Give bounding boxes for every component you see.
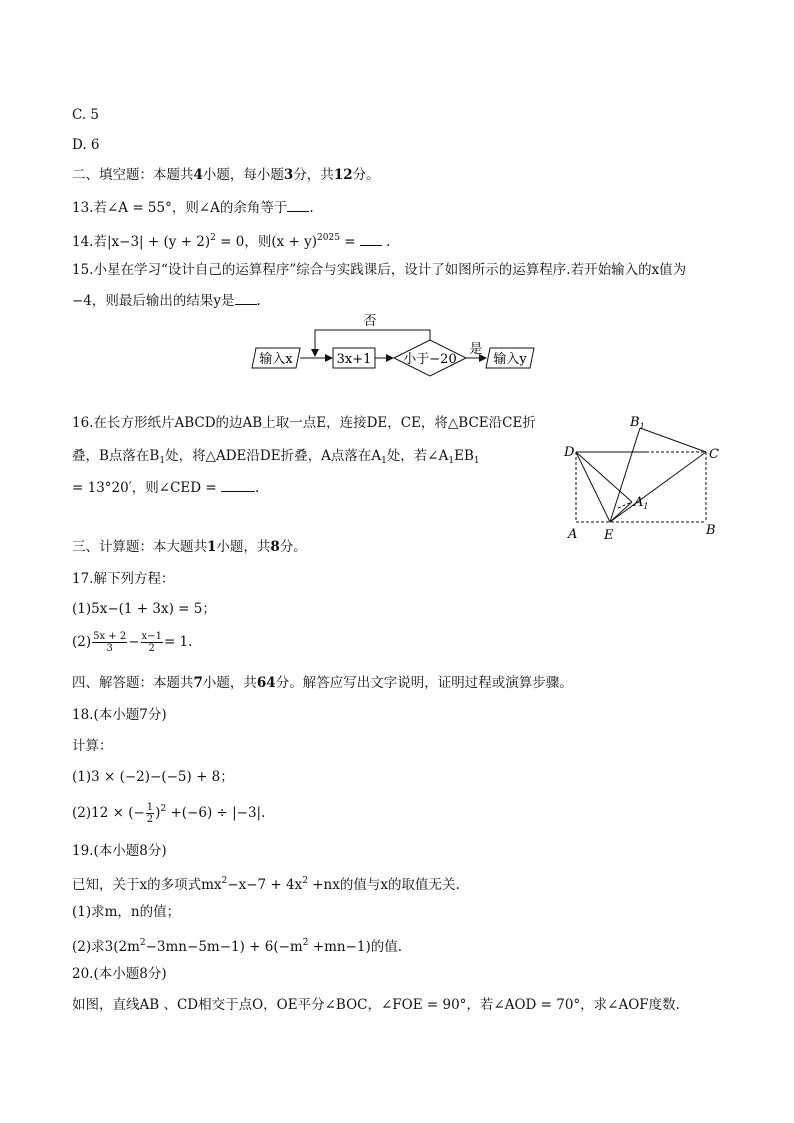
question-18-title: 18.(本小题7分) <box>72 707 167 723</box>
question-17-title: 17.解下列方程： <box>72 571 175 587</box>
label-A1: $A_1$ <box>634 495 649 511</box>
question-17-part1: (1)5x−(1 + 3x) = 5； <box>72 601 216 617</box>
question-17-part2: (2) $\frac{5x + 2}{3}$ − $\frac{x-1}{2}$ = 1. <box>72 631 193 654</box>
output-label: 输入y <box>493 352 527 367</box>
question-18-label: 计算： <box>72 738 113 754</box>
condition-label: 小于−20 <box>403 352 457 367</box>
geometry-figure <box>556 408 776 548</box>
question-19-statement: 已知，关于x的多项式$mx^2-x-7 + 4x^2 +nx$的值与x的取值无关. <box>72 876 460 893</box>
option-c: C. 5 <box>72 107 100 123</box>
section2-heading: 二、填空题：本题共4小题，每小题3分，共12分。 <box>72 167 380 183</box>
label-C: C <box>709 447 719 462</box>
question-16-line2: 叠，B点落在$B_1$处，将△ADE沿DE折叠，A点落在$A_1$处，若$\angle A_1EB_1$ <box>72 448 480 466</box>
question-19-part1: (1)求m，n的值； <box>72 904 181 920</box>
question-20-text: 如图，直线AB 、CD相交于点O，OE平分∠BOC，∠FOE = 90°，若∠AOD = 70°，求∠AOF度数. <box>72 997 680 1013</box>
label-A: A <box>568 527 578 542</box>
answer-blank <box>287 199 309 212</box>
answer-blank <box>235 292 257 305</box>
label-E: E <box>604 528 614 543</box>
section3-heading: 三、计算题：本大题共1小题，共8分。 <box>72 539 307 555</box>
question-19-part2: (2)求$3(2m^2-3mn-5m-1) + 6(-m^2 +mn-1)$的值. <box>72 938 403 955</box>
answer-blank <box>221 479 255 492</box>
question-16-line3: = 13°20′，则∠CED = . <box>72 480 260 496</box>
label-D: D <box>564 445 575 460</box>
question-18-part1: (1)3 × (−2)−(−5) + 8； <box>72 769 234 785</box>
input-label: 输入x <box>259 352 293 367</box>
answer-blank <box>360 233 382 246</box>
question-14: 14.若$|x-3| + (y + 2)^2 = 0$，则$(x + y)^{2025}$ = . <box>72 233 391 250</box>
no-label: 否 <box>363 314 377 329</box>
section4-heading: 四、解答题：本题共7小题，共64分。解答应写出文字说明，证明过程或演算步骤。 <box>72 675 573 691</box>
question-19-title: 19.(本小题8分) <box>72 843 167 859</box>
option-d: D. 6 <box>72 137 100 153</box>
question-15-line1: 15.小星在学习“设计自己的运算程序”综合与实践课后，设计了如图所示的运算程序.若开始输入的x值为 <box>72 262 687 278</box>
operation-label: 3x+1 <box>336 352 372 367</box>
flowchart <box>0 312 794 382</box>
question-15-line2: −4，则最后输出的结果y是 . <box>72 293 261 309</box>
label-B1: $B_1$ <box>630 415 645 431</box>
question-13: 13.若∠A = 55°，则∠A的余角等于 . <box>72 200 314 216</box>
question-20-title: 20.(本小题8分) <box>72 966 167 982</box>
question-16-line1: 16.在长方形纸片ABCD的边AB上取一点E，连接DE，CE，将△BCE沿CE折 <box>72 415 536 431</box>
question-18-part2: (2)12 × (− $\frac{1}{2}$ )$^2$ +(−6) ÷ |−3|. <box>72 802 266 825</box>
yes-label: 是 <box>469 342 483 357</box>
label-B: B <box>706 523 716 538</box>
